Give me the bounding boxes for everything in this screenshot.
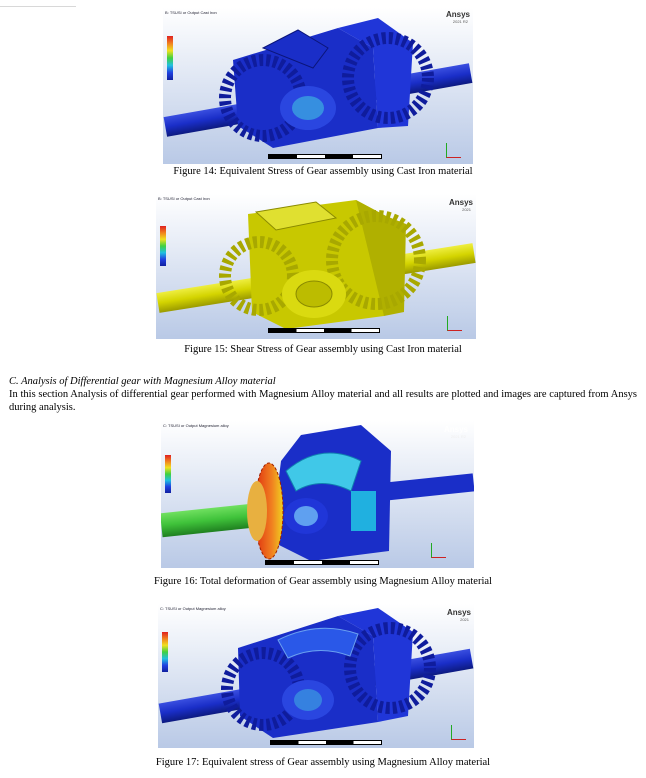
figure-17-image <box>158 604 474 748</box>
figure-14-scale-bar <box>268 154 382 159</box>
figure-17-brand: Ansys <box>446 608 471 617</box>
figure-16-caption: Figure 16: Total deformation of Gear assembly using Magnesium Alloy material <box>154 576 492 587</box>
figure-16-scale-bar <box>265 560 379 565</box>
figure-16-triad-icon <box>431 543 446 558</box>
figure-14-legend-scale <box>167 36 173 80</box>
figure-16-brand: Ansys <box>443 425 468 434</box>
figure-15-brand: Ansys <box>448 198 473 207</box>
figure-14-brand: Ansys <box>445 10 470 19</box>
figure-15-legend-title: B: TSUSI or Output Cast Iron <box>158 196 210 201</box>
figure-15-triad-icon <box>447 316 462 331</box>
figure-14-triad-icon <box>446 143 461 158</box>
figure-17-scale-bar <box>270 740 382 745</box>
figure-16-legend-title: C: TSUSI or Output Magnesium alloy <box>163 423 229 428</box>
figure-16-legend-scale <box>165 455 171 493</box>
page-corner-rule <box>0 0 76 7</box>
figure-14-legend-title: B: TSUSI or Output Cast Iron <box>165 10 217 15</box>
figure-14-caption: Figure 14: Equivalent Stress of Gear assembly using Cast Iron material <box>173 166 473 177</box>
figure-15-version: 2021 <box>462 207 471 212</box>
figure-17-legend-title: C: TSUSI or Output Magnesium alloy <box>160 606 226 611</box>
figure-17-caption: Figure 17: Equivalent stress of Gear assembly using Magnesium Alloy material <box>155 757 491 768</box>
figure-14-version: 2021 R2 <box>452 19 468 24</box>
figure-15-scale-bar <box>268 328 380 333</box>
figure-14-image <box>163 8 473 164</box>
figure-16-image <box>161 421 474 568</box>
figure-15-image <box>156 194 476 339</box>
section-heading: C. Analysis of Differential gear with Magnesium Alloy material <box>9 376 276 387</box>
figure-17-version: 2021 <box>460 617 469 622</box>
section-paragraph: In this section Analysis of differential gear performed with Magnesium Alloy material and all results are plotted and images are captured from Ansys during analysis. <box>9 389 637 413</box>
figure-17-triad-icon <box>451 725 466 740</box>
figure-16-version: 2021 R2 <box>450 434 466 439</box>
figure-15-caption: Figure 15: Shear Stress of Gear assembly using Cast Iron material <box>184 344 462 355</box>
figure-15-legend-scale <box>160 226 166 266</box>
figure-17-legend-scale <box>162 632 168 672</box>
